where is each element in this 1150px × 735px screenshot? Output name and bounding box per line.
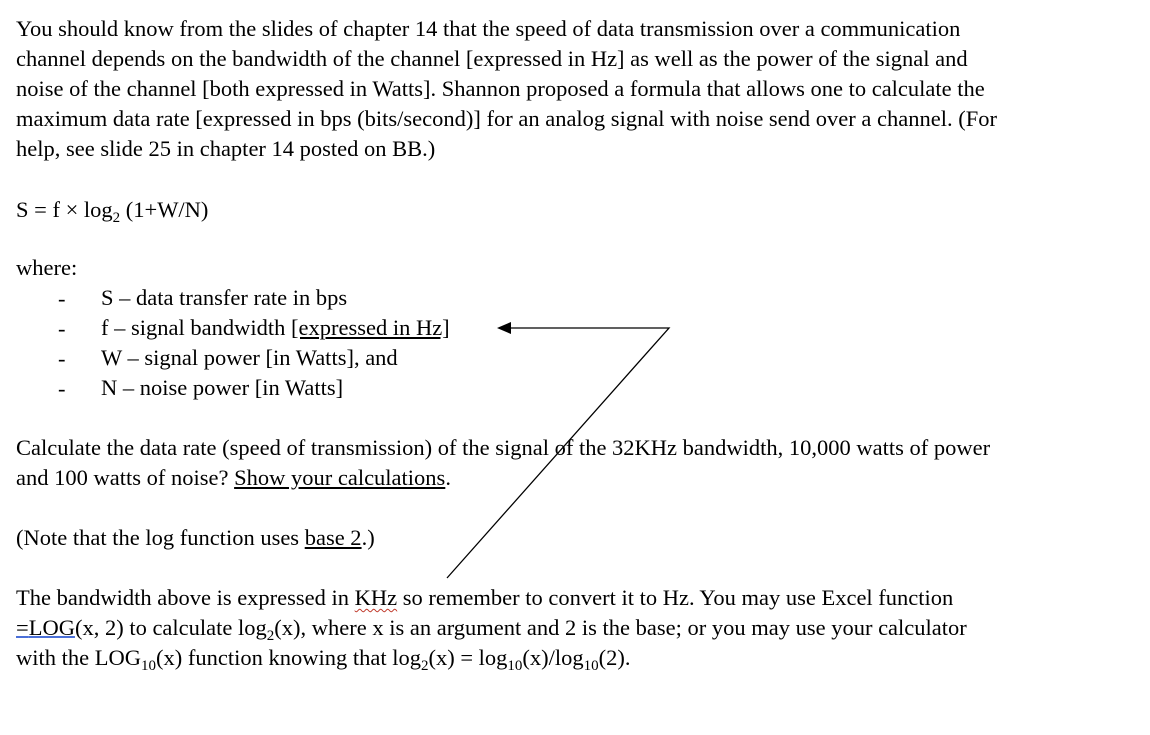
intro-line-1: You should know from the slides of chapter 14 that the speed of data transmission over a communication — [16, 16, 961, 41]
question-line-1: Calculate the data rate (speed of transmission) of the signal of the 32KHz bandwidth, 10,000 watts of power — [16, 435, 991, 460]
note-text: (Note that the log function uses — [16, 525, 305, 550]
formula-tail: (1+W/N) — [120, 197, 209, 222]
bullet-dash: - — [58, 286, 66, 311]
bullet-dash: - — [58, 376, 66, 401]
definition-f — [101, 313, 450, 343]
base-2-underlined: base 2 — [304, 525, 362, 550]
hint-text: so remember to convert it to Hz. You may use Excel function — [397, 585, 954, 610]
note-end: .) — [361, 525, 375, 550]
shannon-formula — [16, 195, 208, 225]
subscript: 10 — [507, 658, 523, 674]
excel-log-function: LOG — [28, 615, 75, 640]
hint-text: (x) function knowing that log — [155, 645, 421, 670]
where-label: where: — [16, 255, 78, 280]
arrow-head-icon — [497, 322, 511, 334]
hint-text: (x), where x is an argument and 2 is the base; or you may use your calculator — [274, 615, 967, 640]
intro-line-4: maximum data rate [expressed in bps (bits/second)] for an analog signal with noise send over a channel. (For — [16, 106, 997, 131]
subscript: 10 — [583, 658, 599, 674]
hint-line-3 — [16, 643, 631, 673]
show-calculations-link: Show your calculations — [234, 465, 446, 490]
bullet-dash: - — [58, 346, 66, 371]
subscript: 2 — [420, 658, 429, 674]
definition-w: W – signal power [in Watts], and — [101, 345, 398, 370]
formula-subscript: 2 — [112, 210, 121, 226]
subscript: 10 — [140, 658, 156, 674]
definition-f-text: f – signal bandwidth — [101, 315, 291, 340]
intro-line-5: help, see slide 25 in chapter 14 posted on BB.) — [16, 136, 436, 161]
question-line-2 — [16, 463, 451, 493]
definition-f-underlined: [expressed in Hz] — [290, 315, 450, 340]
question-period: . — [445, 465, 451, 490]
excel-equals: = — [16, 615, 29, 640]
hint-text: (x, 2) to calculate log — [74, 615, 267, 640]
hint-text: (x)/log — [522, 645, 584, 670]
intro-line-3: noise of the channel [both expressed in Watts]. Shannon proposed a formula that allows one to calculate the — [16, 76, 985, 101]
subscript: 2 — [266, 628, 275, 644]
formula-lead: S = f × log — [16, 197, 113, 222]
hint-text: (x) = log — [428, 645, 508, 670]
bullet-dash: - — [58, 316, 66, 341]
khz-spellcheck-word: KHz — [354, 585, 398, 610]
definition-n: N – noise power [in Watts] — [101, 375, 344, 400]
hint-text: with the LOG — [16, 645, 141, 670]
definition-s: S – data transfer rate in bps — [101, 285, 348, 310]
question-text: and 100 watts of noise? — [16, 465, 235, 490]
hint-line-1 — [16, 583, 953, 613]
hint-line-2 — [16, 613, 967, 643]
hint-text: The bandwidth above is expressed in — [16, 585, 355, 610]
intro-line-2: channel depends on the bandwidth of the channel [expressed in Hz] as well as the power of the signal and — [16, 46, 968, 71]
hint-text: (2). — [598, 645, 631, 670]
base-note — [16, 523, 375, 553]
